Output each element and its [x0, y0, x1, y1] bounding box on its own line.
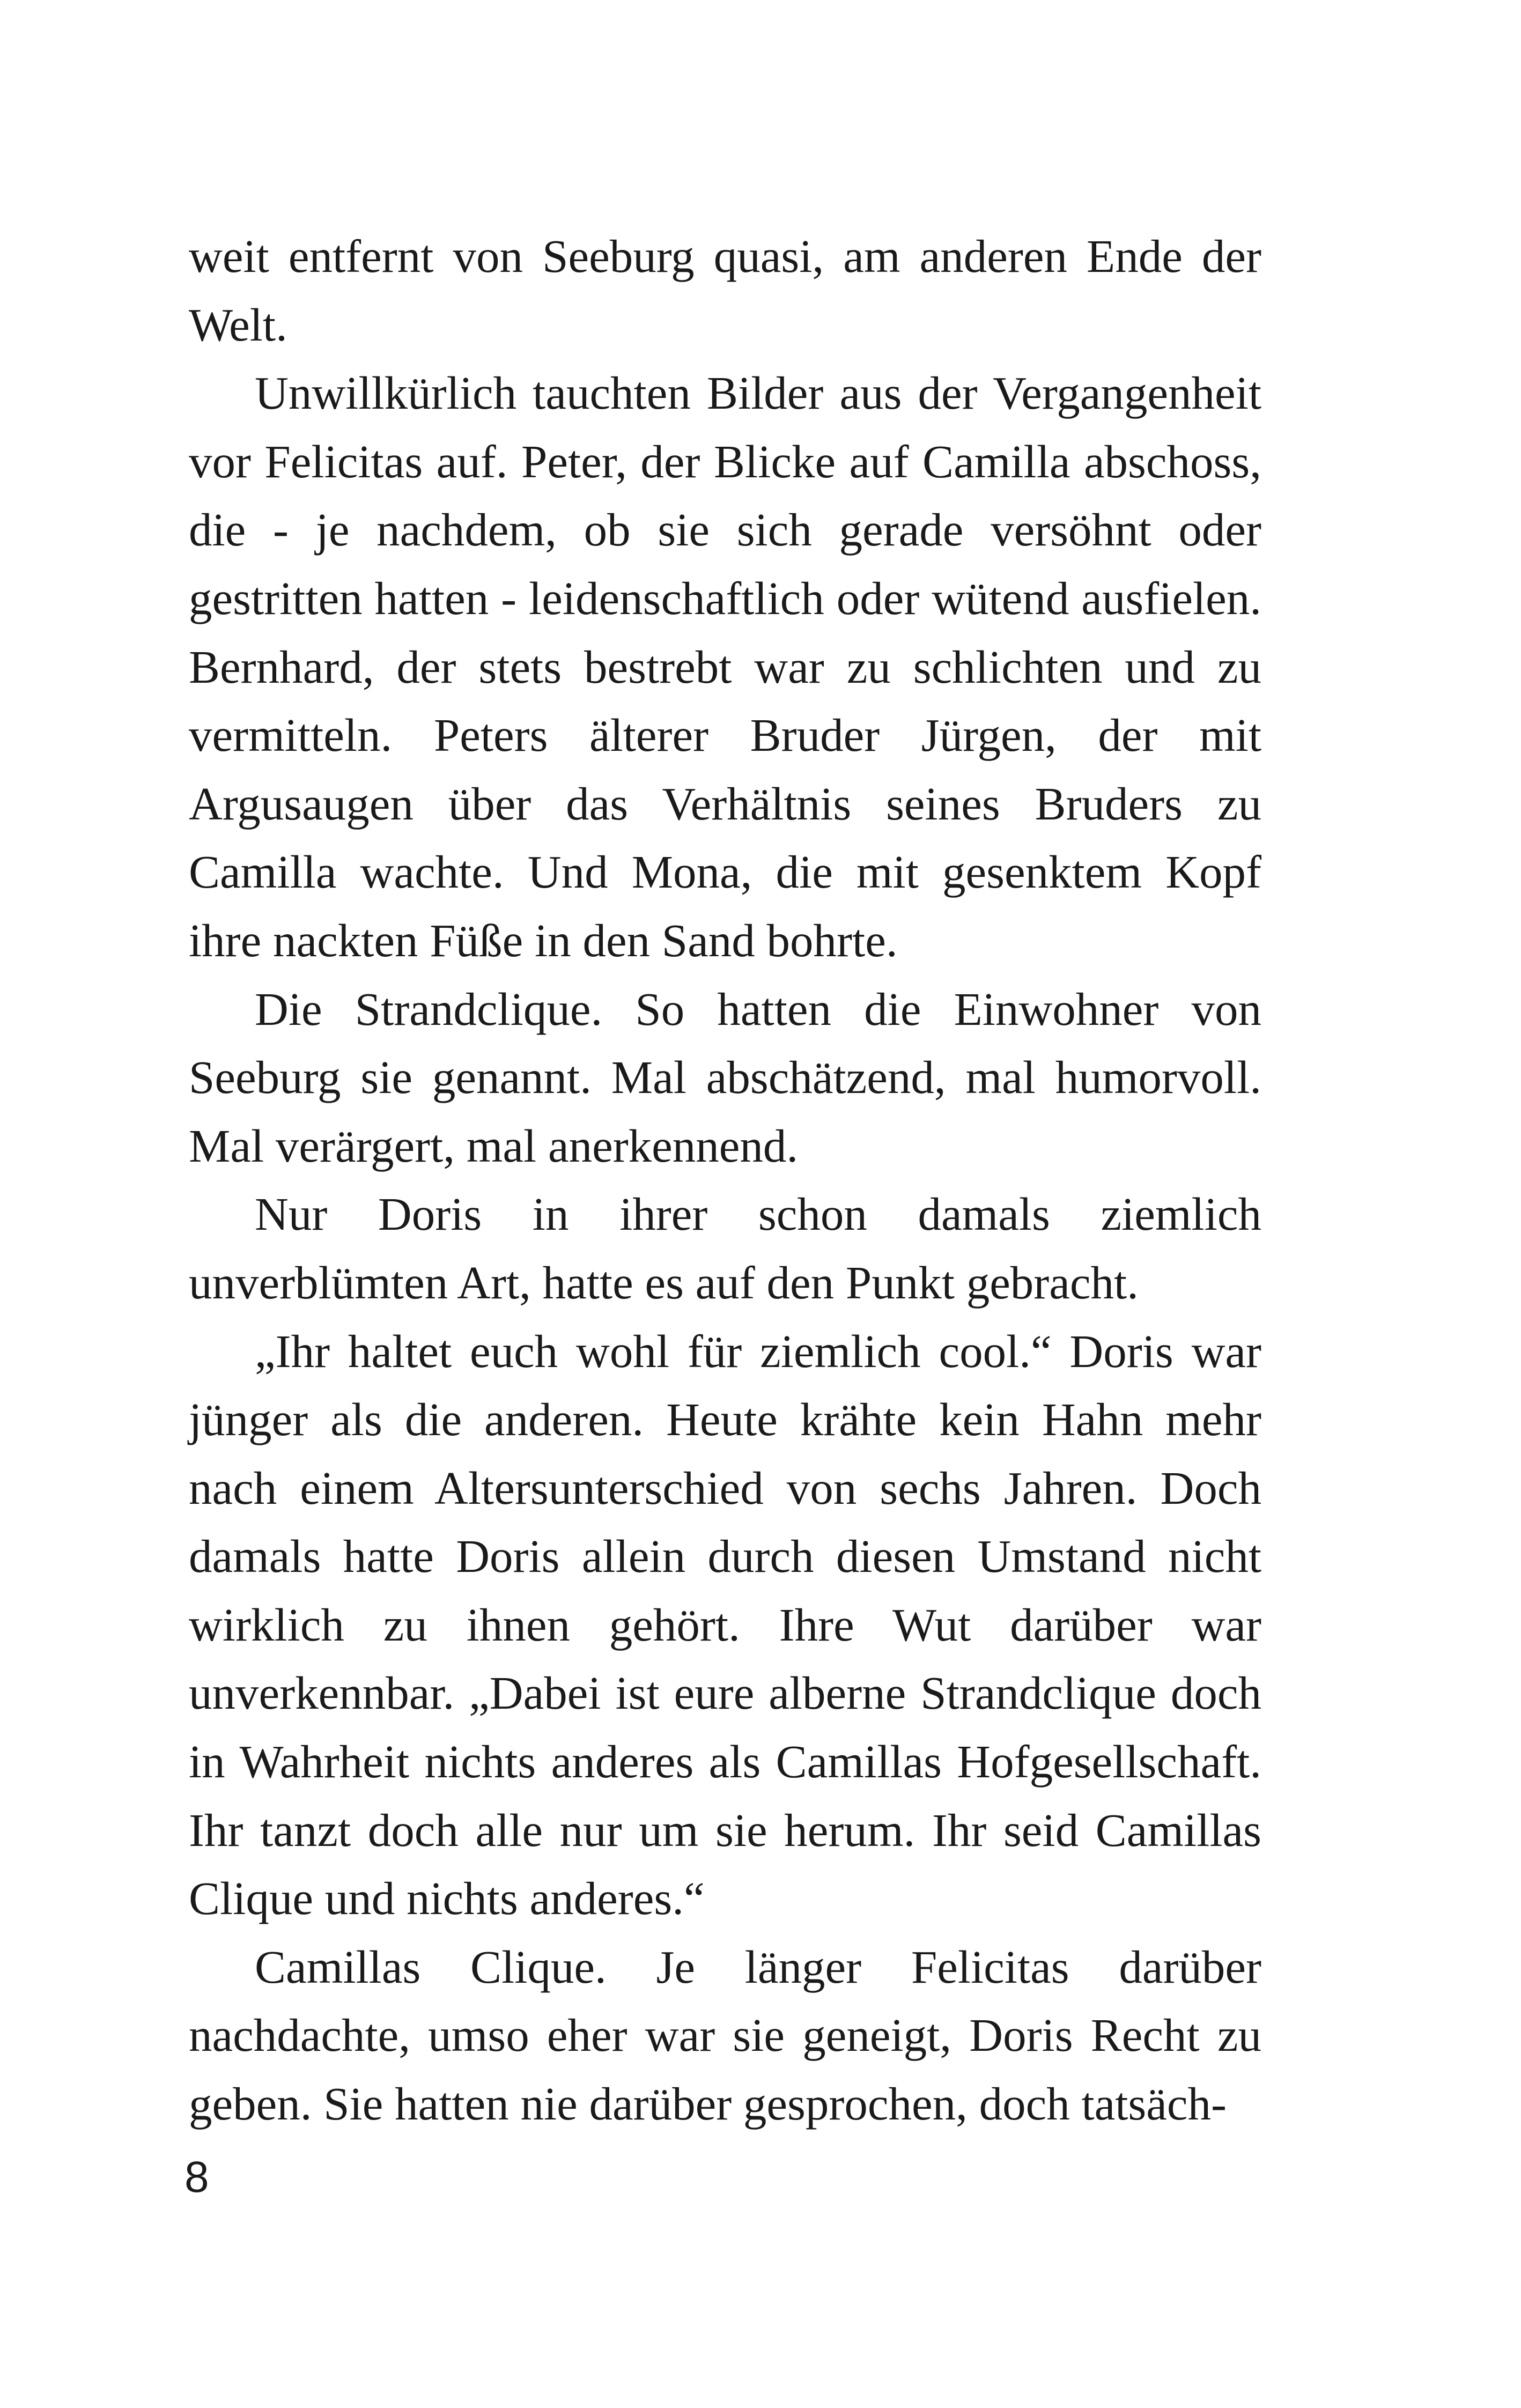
paragraph-1: weit entfernt von Seeburg quasi, am anderen Ende der Welt. [189, 230, 1261, 351]
paragraph-3: Die Strandclique. So hatten die Einwohner von Seeburg sie genannt. Mal abschätzend, mal humorvoll. Mal verärgert, mal anerkennend. [189, 983, 1261, 1172]
body-text [189, 222, 1261, 2138]
paragraph-6: Camillas Clique. Je länger Felicitas darüber nachdachte, umso eher war sie geneigt, Doris Recht zu geben. Sie hatten nie darüber gesprochen, doch tatsäch- [189, 1940, 1261, 2130]
paragraph-5: „Ihr haltet euch wohl für ziemlich cool.“ Doris war jünger als die anderen. Heute krähte kein Hahn mehr nach einem Altersunterschied von sechs Jahren. Doch damals hatte Doris allein durch diesen Umstand nicht wirklich zu ihnen gehört. Ihre Wut darüber war unverkennbar. „Dabei ist eure alberne Strandclique doch in Wahrheit nichts anderes als Camillas Hofgesellschaft. Ihr tanzt doch alle nur um sie herum. Ihr seid Camillas Clique und nichts anderes.“ [189, 1325, 1261, 1925]
page-number: 8 [184, 2153, 209, 2202]
paragraph-4: Nur Doris in ihrer schon damals ziemlich unverblümten Art, hatte es auf den Punkt gebracht. [189, 1188, 1261, 1309]
paragraph-2: Unwillkürlich tauchten Bilder aus der Vergangenheit vor Felicitas auf. Peter, der Blicke auf Camilla abschoss, die - je nachdem, ob sie sich gerade versöhnt oder gestritten hatten - leidenschaftlich oder wütend ausfielen. Bernhard, der stets bestrebt war zu schlichten und zu vermitteln. Peters älterer Bruder Jürgen, der mit Argusaugen über das Verhältnis seines Bruders zu Camilla wachte. Und Mona, die mit gesenktem Kopf ihre nackten Füße in den Sand bohrte. [189, 367, 1261, 966]
